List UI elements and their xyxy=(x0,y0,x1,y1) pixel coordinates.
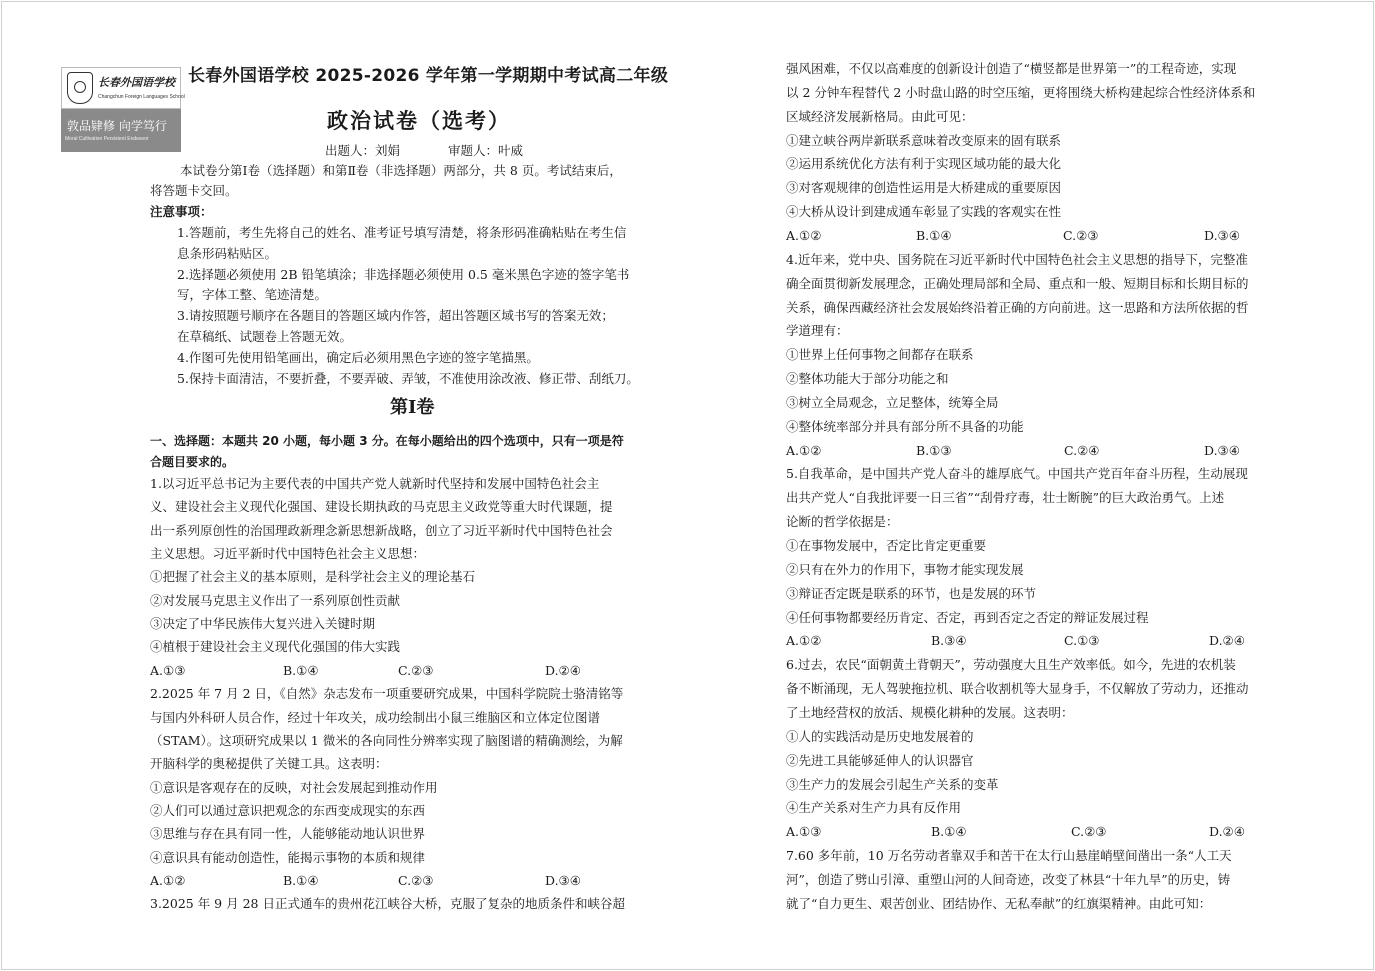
question-line: ③辩证否定既是联系的环节，也是发展的环节 xyxy=(786,585,1037,601)
question-line: ②整体功能大于部分功能之和 xyxy=(786,371,949,387)
author-label: 出题人：刘娟 xyxy=(325,143,401,158)
question-line: ④任何事物都要经历肯定、否定，再到否定之否定的辩证发展过程 xyxy=(786,609,1149,625)
logo-motto: 敦品肄修 向学笃行 xyxy=(67,119,167,133)
question-line: ④意识具有能动创造性，能揭示事物的本质和规律 xyxy=(150,849,426,865)
notice-title: 注意事项： xyxy=(150,204,213,219)
answer-option: C.②③ xyxy=(398,872,434,888)
notice-line: 2.选择题必须使用 2B 铅笔填涂；非选择题必须使用 0.5 毫米黑色字迹的签字笔书 xyxy=(177,267,630,282)
question-line: ①人的实践活动是历史地发展着的 xyxy=(786,728,974,744)
logo-motto-en: Moral Cultivation Persistent Endeavor xyxy=(65,136,149,142)
logo-school-name-en: Changchun Foreign Languages School xyxy=(98,94,185,100)
notice-line: 在草稿纸、试题卷上答题无效。 xyxy=(177,329,353,344)
answer-option: C.②③ xyxy=(1063,227,1099,243)
question-line: 强风困难，不仅以高难度的创新设计创造了“横竖都是世界第一”的工程奇迹，实现 xyxy=(786,61,1237,76)
answer-option: A.①② xyxy=(786,633,822,649)
notice-line: 写，字体工整、笔迹清楚。 xyxy=(177,287,328,302)
question-line: （STAM）。这项研究成果以 1 微米的各向同性分辨率实现了脑图谱的精确测绘，为解 xyxy=(150,732,623,748)
question-line: ②对发展马克思主义作出了一系列原创性贡献 xyxy=(150,592,401,608)
section-heading: 一、选择题：本题共 20 小题，每小题 3 分。在每小题给出的四个选项中，只有一项是符 xyxy=(150,434,624,448)
question-line: 关系，确保西藏经济社会发展始终沿着正确的方向前进。这一思路和方法所依据的哲 xyxy=(786,299,1249,315)
answer-option: C.①③ xyxy=(1064,633,1100,649)
question-line: 2.2025 年 7 月 2 日，《自然》杂志发布一项重要研究成果，中国科学院院士骆清铭等 xyxy=(150,686,624,702)
notice-line: 1.答题前，考生先将自己的姓名、准考证号填写清楚，将条形码准确粘贴在考生信 xyxy=(177,225,627,240)
answer-option: B.①④ xyxy=(916,227,952,243)
answer-option: B.①④ xyxy=(931,824,967,840)
logo-top-panel xyxy=(61,67,185,109)
answer-option: C.②③ xyxy=(1071,824,1107,840)
answer-option: C.②③ xyxy=(398,662,434,678)
question-line: 了土地经营权的放活、规模化耕种的发展。这表明： xyxy=(786,704,1074,720)
answer-option: A.①② xyxy=(786,442,822,458)
question-line: 出共产党人“自我批评要一日三省”“刮骨疗毒，壮士断腕”的巨大政治勇气。上述 xyxy=(786,490,1225,506)
school-logo xyxy=(61,67,185,152)
question-line: 区域经济发展新格局。由此可见： xyxy=(786,108,974,124)
question-line: 就了“自力更生、艰苦创业、团结协作、无私奉献”的红旗渠精神。由此可知： xyxy=(786,895,1212,911)
question-line: 备不断涌现，无人驾驶拖拉机、联合收割机等大显身手，不仅解放了劳动力，还推动 xyxy=(786,681,1249,697)
question-line: 论断的哲学依据是： xyxy=(786,514,899,530)
answer-option: B.①③ xyxy=(916,442,952,458)
answer-option: D.②④ xyxy=(1209,824,1245,840)
answer-option: D.③④ xyxy=(1204,442,1240,458)
question-line: ①世界上任何事物之间都存在联系 xyxy=(786,347,974,363)
answer-option: B.①④ xyxy=(283,872,319,888)
reviewer-label: 审题人：叶威 xyxy=(448,143,524,158)
question-line: 1.以习近平总书记为主要代表的中国共产党人就新时代坚持和发展中国特色社会主 xyxy=(150,476,600,491)
question-line: ④整体统率部分并具有部分所不具备的功能 xyxy=(786,418,1024,434)
answer-option: B.①④ xyxy=(283,662,319,678)
answer-option: D.③④ xyxy=(1204,227,1240,243)
notice-line: 4.作图可先使用铅笔画出，确定后必须用黑色字迹的签字笔描黑。 xyxy=(177,350,539,365)
answer-option: D.②④ xyxy=(1209,633,1245,649)
question-line: ②运用系统优化方法有利于实现区域功能的最大化 xyxy=(786,156,1062,172)
notice-line: 息条形码粘贴区。 xyxy=(177,246,278,261)
question-line: 主义思想。习近平新时代中国特色社会主义思想： xyxy=(150,546,426,562)
question-line: ①意识是客观存在的反映，对社会发展起到推动作用 xyxy=(150,779,438,795)
answer-option: A.①② xyxy=(786,227,822,243)
question-line: 3.2025 年 9 月 28 日正式通车的贵州花江峡谷大桥，克服了复杂的地质条件和峡谷超 xyxy=(150,896,625,912)
answer-option: D.②④ xyxy=(545,662,581,678)
exam-subject-title: 政治试卷（选考） xyxy=(327,109,511,133)
notice-line: 5.保持卡面清洁，不要折叠，不要弄破、弄皱，不准使用涂改液、修正带、刮纸刀。 xyxy=(177,371,639,386)
question-line: 4.近年来，党中央、国务院在习近平新时代中国特色社会主义思想的指导下，完整准 xyxy=(786,251,1248,267)
school-emblem-icon xyxy=(67,72,93,104)
question-line: 7.60 多年前，10 万名劳动者靠双手和苦干在太行山悬崖峭壁间凿出一条“人工天 xyxy=(786,848,1232,864)
answer-option: C.②④ xyxy=(1064,442,1100,458)
question-line: ④植根于建设社会主义现代化强国的伟大实践 xyxy=(150,639,401,655)
answer-option: D.③④ xyxy=(545,872,581,888)
question-line: 与国内外科研人员合作，经过十年攻关，成功绘制出小鼠三维脑区和立体定位图谱 xyxy=(150,709,601,725)
question-line: ③决定了中华民族伟大复兴进入关键时期 xyxy=(150,616,376,632)
part-title: 第Ⅰ卷 xyxy=(390,397,435,418)
question-line: 开脑科学的奥秘提供了关键工具。这表明： xyxy=(150,756,388,772)
question-line: ④生产关系对生产力具有反作用 xyxy=(786,800,962,816)
question-line: ③树立全局观念，立足整体，统筹全局 xyxy=(786,394,999,410)
question-line: ④大桥从设计到建成通车彰显了实践的客观实在性 xyxy=(786,204,1062,220)
question-line: ③生产力的发展会引起生产关系的变革 xyxy=(786,776,999,792)
intro-line: 将答题卡交回。 xyxy=(150,183,238,198)
question-line: 出一系列原创性的治国理政新理念新思想新战略，创立了习近平新时代中国特色社会 xyxy=(150,522,613,538)
question-line: ②只有在外力的作用下，事物才能实现发展 xyxy=(786,561,1024,577)
answer-option: B.③④ xyxy=(931,633,967,649)
intro-line: 本试卷分第Ⅰ卷（选择题）和第Ⅱ卷（非选择题）两部分，共 8 页。考试结束后， xyxy=(180,163,622,178)
question-line: 确全面贯彻新发展理念，正确处理局部和全局、重点和一般、短期目标和长期目标的 xyxy=(786,275,1249,291)
question-line: ②先进工具能够延伸人的认识器官 xyxy=(786,752,974,768)
question-line: 学道理有： xyxy=(786,323,849,339)
section-heading: 合题目要求的。 xyxy=(150,455,235,469)
logo-school-name: 长春外国语学校 xyxy=(98,76,175,89)
answer-option: A.①③ xyxy=(786,824,822,840)
logo-motto-panel xyxy=(61,109,181,152)
question-line: 5.自我革命，是中国共产党人奋斗的雄厚底气。中国共产党百年奋斗历程，生动展现 xyxy=(786,466,1248,482)
answer-option: A.①③ xyxy=(150,662,186,678)
question-line: ①在事物发展中，否定比肯定更重要 xyxy=(786,538,987,553)
question-line: ③思维与存在具有同一性，人能够能动地认识世界 xyxy=(150,826,426,842)
question-line: ①把握了社会主义的基本原则，是科学社会主义的理论基石 xyxy=(150,569,476,585)
notice-line: 3.请按照题号顺序在各题目的答题区域内作答，超出答题区域书写的答案无效； xyxy=(177,308,614,323)
question-line: 以 2 分钟车程替代 2 小时盘山路的时空压缩，更将围绕大桥构建起综合性经济体系和 xyxy=(786,84,1256,100)
question-line: 6.过去，农民“面朝黄土背朝天”，劳动强度大且生产效率低。如今，先进的农机装 xyxy=(786,657,1236,673)
exam-school-title: 长春外国语学校 2025-2026 学年第一学期期中考试高二年级 xyxy=(188,66,669,86)
question-line: 义、建设社会主义现代化强国、建设长期执政的马克思主义政党等重大时代课题，提 xyxy=(150,499,613,515)
question-line: ③对客观规律的创造性运用是大桥建成的重要原因 xyxy=(786,180,1062,196)
answer-option: A.①② xyxy=(150,872,186,888)
question-line: 河”，创造了劈山引漳、重塑山河的人间奇迹，改变了林县“十年九旱”的历史，铸 xyxy=(786,871,1231,887)
question-line: ①建立峡谷两岸新联系意味着改变原来的固有联系 xyxy=(786,132,1062,148)
question-line: ②人们可以通过意识把观念的东西变成现实的东西 xyxy=(150,802,426,818)
